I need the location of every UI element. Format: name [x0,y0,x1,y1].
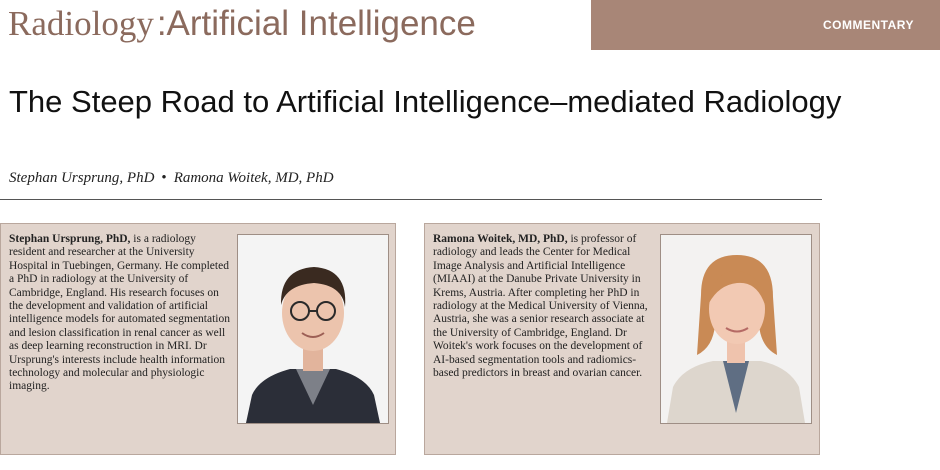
bio-text [9,233,233,394]
portrait-woman-icon [661,235,811,423]
bio-name: Ramona Woitek, MD, PhD, [433,233,568,245]
bio-card-woitek [424,223,820,455]
author-photo [237,234,389,424]
portrait-man-icon [238,235,388,423]
bio-card-ursprung [0,223,396,455]
header-divider [0,199,822,200]
section-tag [591,0,940,50]
bio-text [433,233,655,380]
journal-name-part1: Radiology [8,4,154,43]
journal-title [8,2,476,46]
author-photo [660,234,812,424]
bio-name: Stephan Ursprung, PhD, [9,233,131,245]
author-separator: • [161,170,167,186]
bio-body: is a radiology resident and researcher at the University Hospital in Tuebingen, Germany. He completed a PhD in radiology at the University of Cambridge, England. His research focuses on the development and validation of artificial intelligence models for automated segmentation and lesion classification in renal cancer as well as deep learning reconstruction in MRI. Dr Ursprung's interests include health information technology and molecular and physiologic imaging. [9,233,230,393]
article-title: The Steep Road to Artificial Intelligence–mediated Radiology [9,84,842,119]
section-label: COMMENTARY [823,18,914,32]
author-name: Ramona Woitek, MD, PhD [173,170,334,186]
author-line [9,170,334,187]
author-name: Stephan Ursprung, PhD [9,170,155,186]
journal-name-part2: :Artificial Intelligence [156,4,476,43]
bio-body: is professor of radiology and leads the Center for Medical Image Analysis and Artificial Intelligence (MIAAI) at the Danube Private University in Krems, Austria. After completing her PhD in radiology at the Medical University of Vienna, Austria, she was a senior research associate at the University of Cambridge, England. Dr Woitek's work focuses on the development of AI-based segmentation tools and radiomics-based predictors in breast and ovarian cancer. [433,233,648,380]
